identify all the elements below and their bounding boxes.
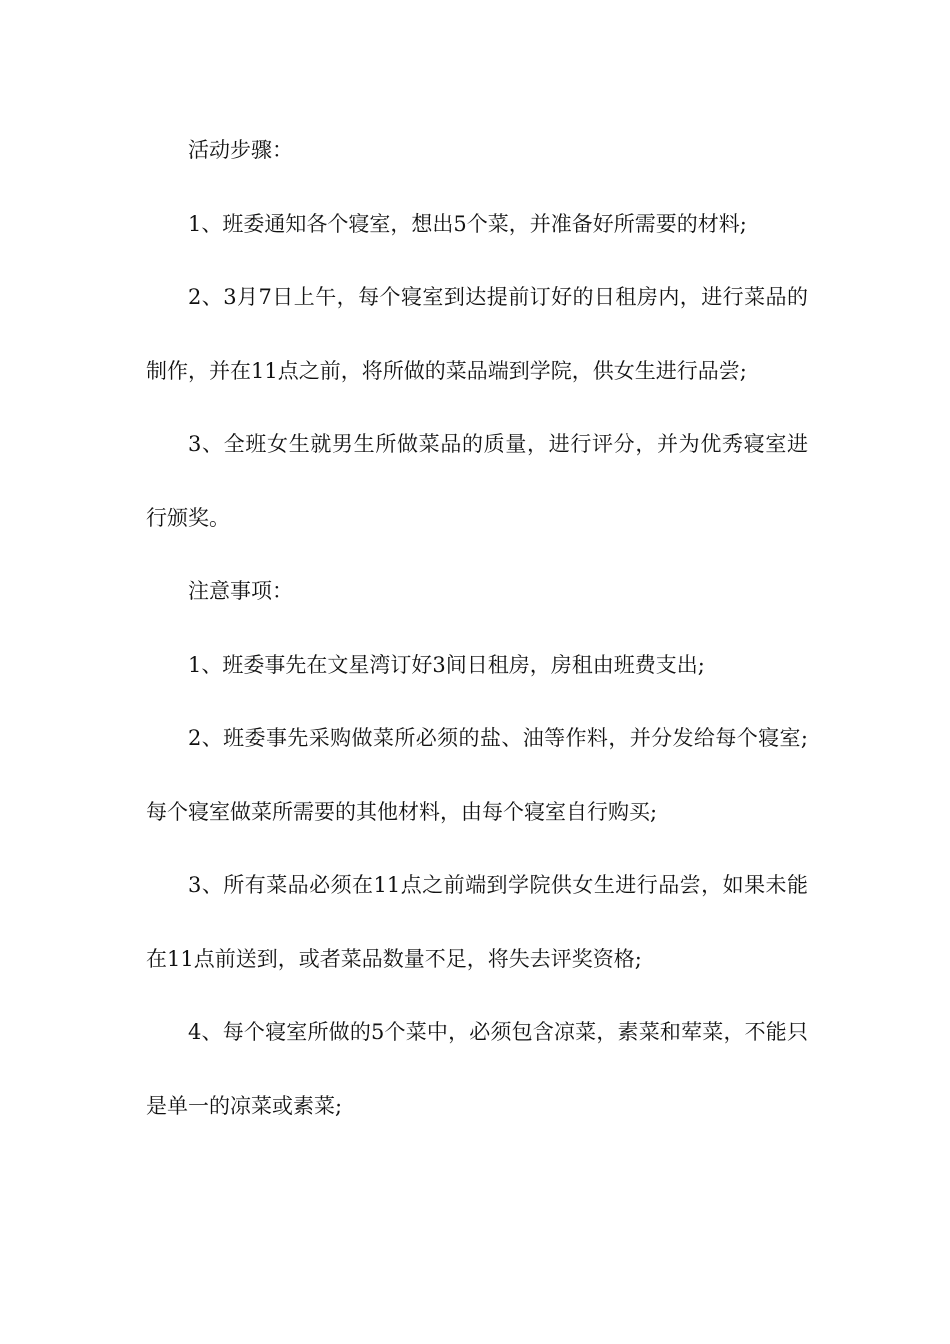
step-item-1: 1、班委通知各个寝室，想出5个菜，并准备好所需要的材料;: [188, 211, 747, 236]
document-body: [146, 114, 808, 1143]
section-heading-notes: 注意事项：: [188, 579, 293, 603]
note-item-4: 4、每个寝室所做的5个菜中，必须包含凉菜，素菜和荤菜，不能只是单一的凉菜或素菜;: [146, 1020, 808, 1118]
section-heading-steps: 活动步骤：: [188, 138, 293, 162]
note-item-2: 2、班委事先采购做菜所必须的盐、油等作料，并分发给每个寝室;每个寝室做菜所需要的其他材料，由每个寝室自行购买;: [146, 726, 808, 824]
note-item-1: 1、班委事先在文星湾订好3间日租房，房租由班费支出;: [188, 652, 705, 677]
step-item-2: 2、3月7日上午，每个寝室到达提前订好的日租房内，进行菜品的制作，并在11点之前，将所做的菜品端到学院，供女生进行品尝;: [146, 285, 808, 383]
step-item-3: 3、全班女生就男生所做菜品的质量，进行评分，并为优秀寝室进行颁奖。: [146, 432, 808, 530]
note-item-3: 3、所有菜品必须在11点之前端到学院供女生进行品尝，如果未能在11点前送到，或者菜品数量不足，将失去评奖资格;: [146, 873, 808, 971]
